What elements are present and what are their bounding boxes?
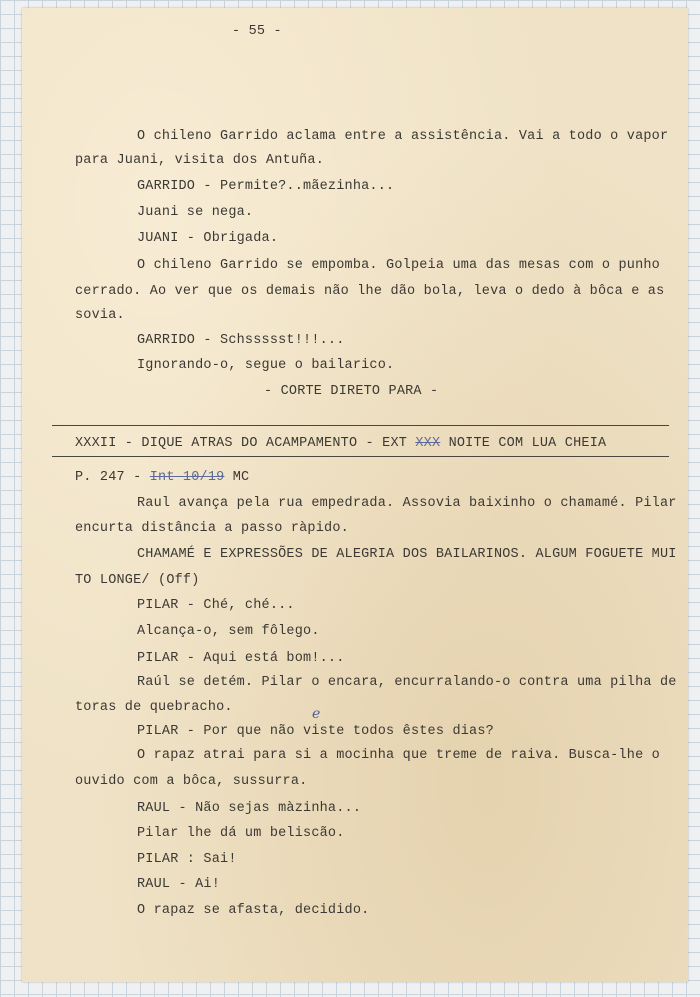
- text-line: O chileno Garrido se empomba. Golpeia uma das mesas com o punho: [137, 258, 660, 273]
- cut-direction: - CORTE DIRETO PARA -: [264, 384, 439, 399]
- text-line: sovia.: [75, 308, 125, 323]
- text-line: Ignorando-o, segue o bailarico.: [137, 358, 395, 373]
- text-line: JUANI - Obrigada.: [137, 231, 279, 246]
- text-line: Pilar lhe dá um beliscão.: [137, 826, 345, 841]
- scene-heading-part-a: XXXII - DIQUE ATRAS DO ACAMPAMENTO - EXT: [75, 436, 416, 451]
- scene-rule-top: [52, 425, 669, 426]
- text-line: RAUL - Não sejas màzinha...: [137, 801, 362, 816]
- scene-rule-bottom: [52, 456, 669, 457]
- text-line: O rapaz atrai para si a mocinha que treme de raiva. Busca-lhe o: [137, 748, 660, 763]
- scene-heading: [75, 436, 606, 451]
- text-line: PILAR - Por que não viste todos êstes dias?: [137, 724, 494, 739]
- text-line: para Juani, visita dos Antuña.: [75, 153, 325, 168]
- text-line: PILAR - Ché, ché...: [137, 598, 295, 613]
- text-line: TO LONGE/ (Off): [75, 573, 200, 588]
- text-line: Raúl se detém. Pilar o encara, encurralando-o contra uma pilha de: [137, 675, 677, 690]
- text-line: cerrado. Ao ver que os demais não lhe dão bola, leva o dedo à bôca e as: [75, 284, 665, 299]
- text-line: encurta distância a passo ràpido.: [75, 521, 349, 536]
- text-line: GARRIDO - Permite?..mãezinha...: [137, 179, 395, 194]
- text-line: ouvido com a bôca, sussurra.: [75, 774, 308, 789]
- text-line: toras de quebracho.: [75, 700, 233, 715]
- text-line: GARRIDO - Schssssst!!!...: [137, 333, 345, 348]
- handwritten-correction: e: [312, 706, 321, 722]
- text-line: CHAMAMÉ E EXPRESSÕES DE ALEGRIA DOS BAILARINOS. ALGUM FOGUETE MUI: [137, 547, 677, 562]
- plan-prefix: P. 247 -: [75, 470, 150, 485]
- scene-heading-struck: XXX: [415, 436, 441, 451]
- text-line: Alcança-o, sem fôlego.: [137, 624, 320, 639]
- text-line: RAUL - Ai!: [137, 877, 221, 892]
- text-line: O rapaz se afasta, decidido.: [137, 903, 370, 918]
- plan-suffix: MC: [224, 470, 250, 485]
- page-number: - 55 -: [232, 24, 282, 39]
- plan-line: [75, 470, 249, 485]
- text-line: Raul avança pela rua empedrada. Assovia baixinho o chamamé. Pilar: [137, 496, 677, 511]
- text-line: PILAR : Sai!: [137, 852, 237, 867]
- plan-struck: Int 10/19: [149, 470, 225, 485]
- text-line: PILAR - Aqui está bom!...: [137, 651, 345, 666]
- text-line: O chileno Garrido aclama entre a assistência. Vai a todo o vapor: [137, 129, 669, 144]
- text-line: Juani se nega.: [137, 205, 254, 220]
- scene-heading-part-b: NOITE COM LUA CHEIA: [440, 436, 607, 451]
